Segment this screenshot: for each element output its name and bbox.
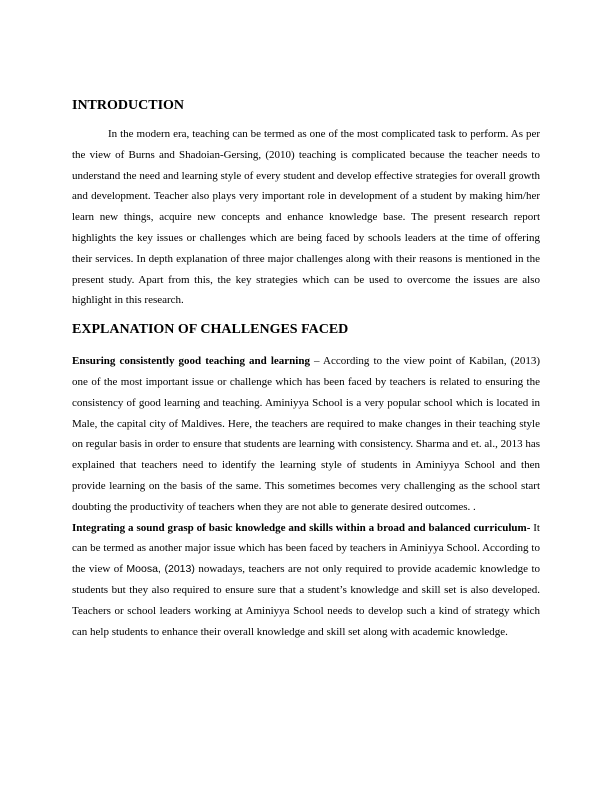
challenge-2-citation: Moosa, (2013) (126, 563, 195, 576)
challenge-paragraph-1 (72, 351, 540, 517)
challenge-paragraph-2 (72, 518, 540, 643)
introduction-paragraph: In the modern era, teaching can be termed as one of the most complicated task to perform. As per the view of Burns and Shadoian-Gersing, (2010) teaching is complicated because the teacher needs to understand the need and learning style of every student and develop effective strategies for overall growth and development. Teacher also plays very important role in development of a student by making him/her learn new things, acquire new concepts and enhance knowledge base. The present research report highlights the key issues or challenges which are being faced by schools leaders at the time of offering their services. In depth explanation of three major challenges along with their reasons is mentioned in the present study. Apart from this, the key strategies which can be used to overcome the issues are also highlight in this research. (72, 128, 540, 307)
challenge-1-title: Ensuring consistently good teaching and learning (72, 355, 310, 368)
introduction-heading: INTRODUCTION (72, 98, 185, 113)
challenge-2-text-before: It can be termed as another major issue which has been faced by teachers in Aminiyya School. According to the view of (72, 521, 540, 576)
challenge-2-title: Integrating a sound grasp of basic knowledge and skills within a broad and balanced curriculum- (72, 521, 531, 534)
challenge-2-text-after: nowadays, teachers are not only required to provide academic knowledge to students but they also required to ensure sure that a student’s knowledge and skill set is also developed. Teachers or school leaders working at Aminiyya School needs to develop such a kind of strategy which can help students to enhance their overall knowledge and skill set along with academic knowledge. (72, 563, 541, 638)
challenges-heading: EXPLANATION OF CHALLENGES FACED (72, 322, 349, 338)
challenge-1-text: – According to the view point of Kabilan, (2013) one of the most important issue or challenge which has been faced by teachers is related to ensuring the consistency of good learning and teaching. Aminiyya School is a very popular school which is located in Male, the capital city of Maldives. Here, the teachers are required to make changes in their teaching style on regular basis in order to ensure that students are learning with consistency. Sharma and et. al., 2013 has explained that teachers need to identify the learning style of students in Aminiyya School and then provide learning on the basis of the same. This sometimes becomes very challenging as the school start doubting the productivity of teachers when they are not able to generate desired outcomes. . (72, 355, 541, 513)
document-content (72, 92, 540, 642)
